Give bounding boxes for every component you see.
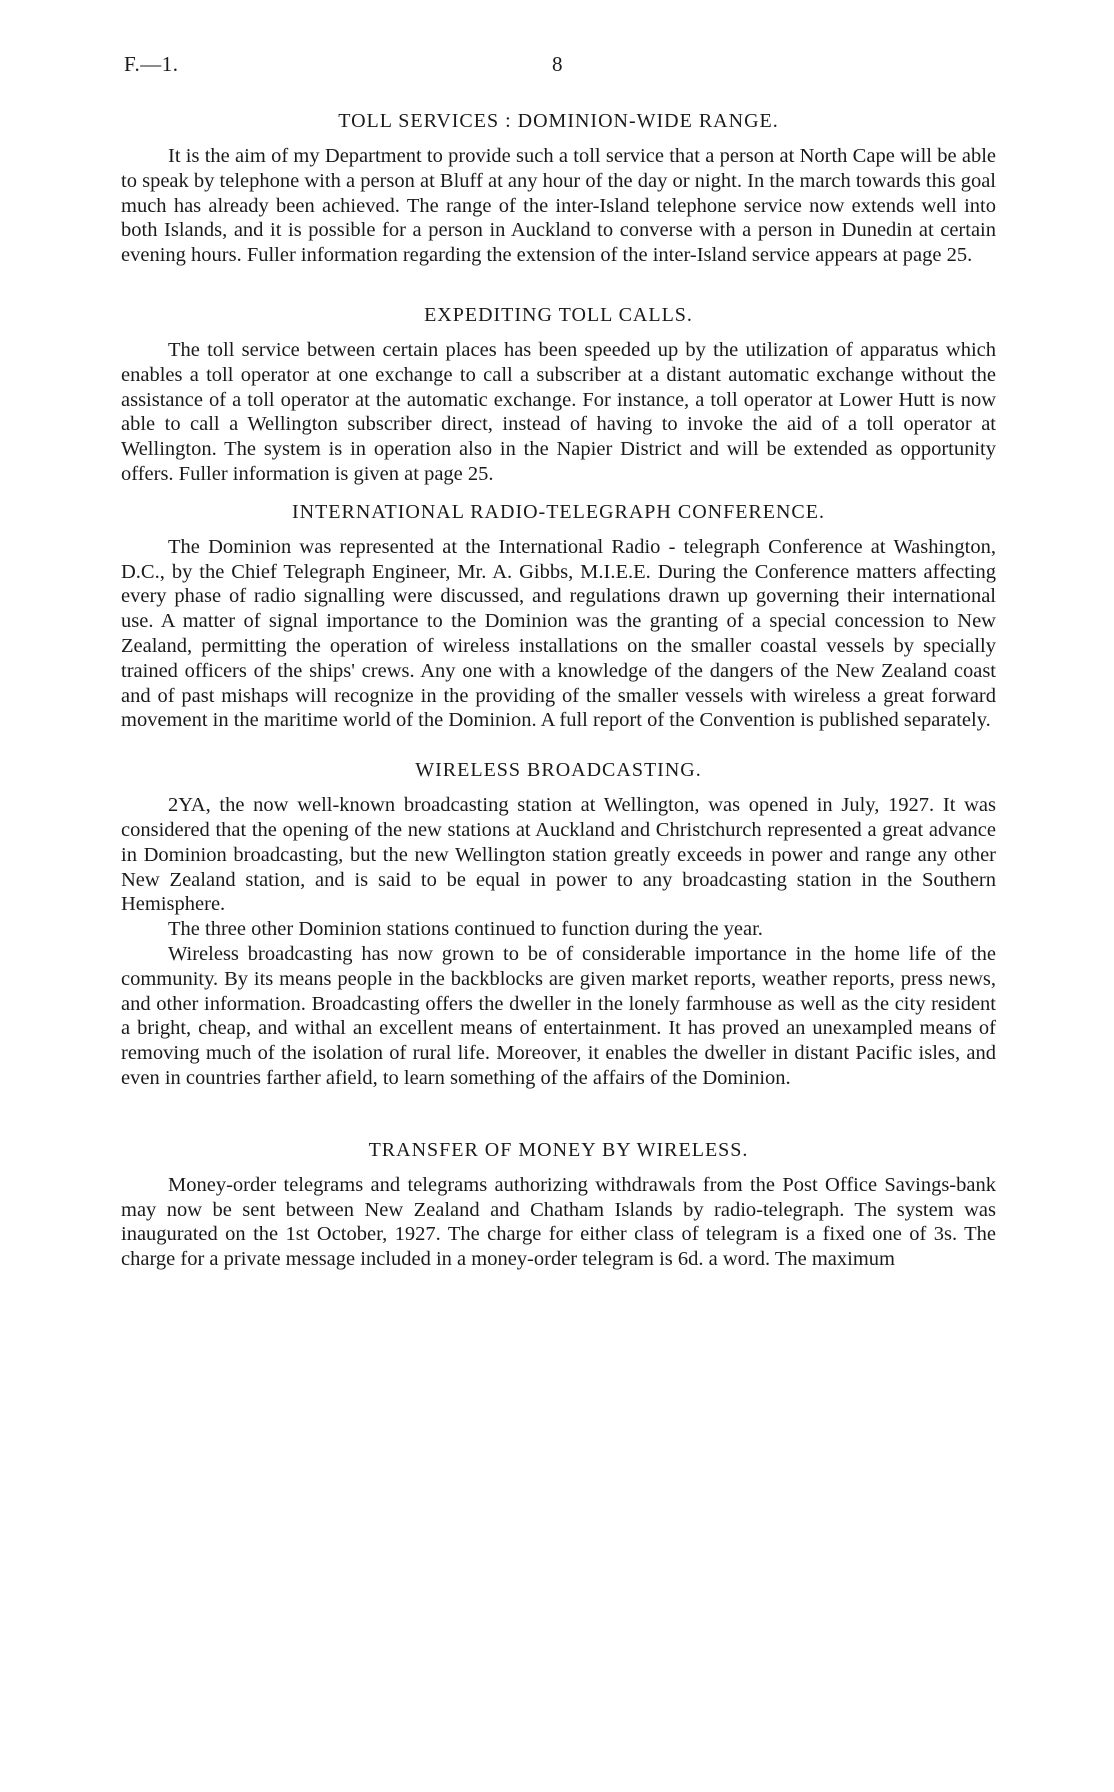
- paragraph: Wireless broadcasting has now grown to be of considerable importance in the home life of the community. By its means people in the backblocks are given market reports, weather reports, press news, and other information. Broadcasting offers the dweller in the lonely farmhouse as well as the city resident a bright, cheap, and withal an excellent means of entertainment. It has proved an unexampled means of removing much of the isolation of rural life. Moreover, it enables the dweller in distant Pacific isles, and even in countries farther afield, to learn something of the affairs of the Dominion.: [121, 942, 996, 1089]
- section-heading: INTERNATIONAL RADIO-TELEGRAPH CONFERENCE.: [291, 500, 825, 523]
- section-expediting-toll-calls: [121, 302, 996, 487]
- page-body: [121, 108, 996, 1272]
- paragraph: The toll service between certain places has been speeded up by the utilization of apparatus which enables a toll operator at one exchange to call a subscriber at a distant automatic exchange without the assistance of a toll operator at the automatic exchange. For instance, a toll operator at Lower Hutt is now able to call a Wellington subscriber direct, instead of having to invoke the aid of a toll operator at Wellington. The system is in operation also in the Napier District and will be extended as opportunity offers. Fuller information is given at page 25.: [121, 338, 996, 485]
- paragraph: It is the aim of my Department to provide such a toll service that a person at North Cape will be able to speak by telephone with a person at Bluff at any hour of the day or night. In the march towards this goal much has already been achieved. The range of the inter-Island telephone service now extends well into both Islands, and it is possible for a person in Auckland to converse with a person in Dunedin at certain evening hours. Fuller information regarding the extension of the inter-Island service appears at page 25.: [121, 145, 996, 267]
- document-reference: F.—1.: [124, 52, 179, 76]
- section-heading: EXPEDITING TOLL CALLS.: [424, 303, 693, 326]
- paragraph: Money-order telegrams and telegrams authorizing withdrawals from the Post Office Savings-bank may now be sent between New Zealand and Chatham Islands by radio-telegraph. The system was inaugurated on the 1st October, 1927. The charge for either class of telegram is a fixed one of 3s. The charge for a private message included in a money-order telegram is 6d. a word. The maximum: [121, 1173, 996, 1271]
- section-wireless-broadcasting: [121, 757, 996, 1091]
- section-radio-telegraph-conference: [121, 499, 996, 733]
- section-transfer-of-money: [121, 1137, 996, 1272]
- section-heading: TOLL SERVICES : DOMINION-WIDE RANGE.: [338, 110, 779, 132]
- paragraph: 2YA, the now well-known broadcasting station at Wellington, was opened in July, 1927. It was considered that the opening of the new stations at Auckland and Christchurch represented a great advance in Dominion broadcasting, but the new Wellington station greatly exceeds in power and range any other New Zealand station, and is said to be equal in power to any broadcasting station in the Southern Hemisphere.: [121, 794, 996, 916]
- paragraph: The Dominion was represented at the International Radio - telegraph Conference at Washington, D.C., by the Chief Telegraph Engineer, Mr. A. Gibbs, M.I.E.E. During the Conference matters affecting every phase of radio signalling were discussed, and regulations drawn up governing their international use. A matter of signal importance to the Dominion was the granting of a special concession to New Zealand, permitting the operation of wireless installations on the smaller coastal vessels by specially trained officers of the ships' crews. Any one with a knowledge of the dangers of the New Zealand coast and of past mishaps will recognize in the providing of the smaller vessels with wireless a great forward movement in the maritime world of the Dominion. A full report of the Convention is published separately.: [121, 535, 996, 732]
- page-number: 8: [552, 52, 563, 76]
- section-heading: WIRELESS BROADCASTING.: [415, 759, 702, 782]
- section-toll-services: [121, 108, 996, 268]
- section-heading: TRANSFER OF MONEY BY WIRELESS.: [368, 1138, 749, 1161]
- page-header: [124, 52, 994, 82]
- paragraph: The three other Dominion stations continued to function during the year.: [168, 918, 763, 941]
